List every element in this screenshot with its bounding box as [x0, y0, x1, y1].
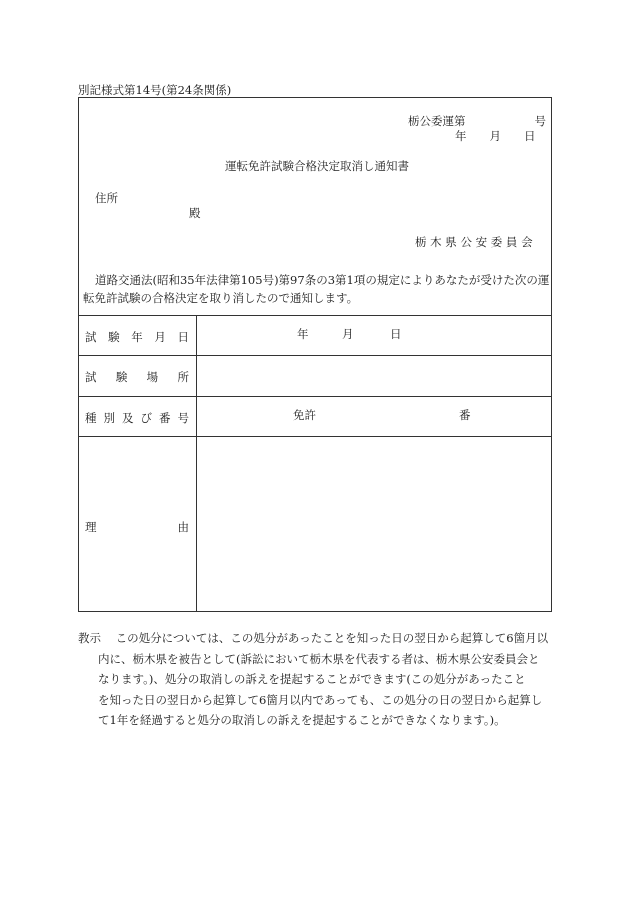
license-type-label: 種 別 及 び 番 号: [85, 411, 189, 425]
label-column-divider: [196, 315, 197, 611]
notice-line-5: て1年を経過すると処分の取消しの訴えを提起することができなくなります。)。: [98, 713, 506, 727]
exam-year-field: 年: [297, 327, 309, 341]
row-divider-2: [79, 396, 551, 397]
ref-number: 栃公委運第 号: [408, 114, 546, 128]
exam-date-label: 試 験 年 月 日: [85, 330, 189, 344]
notice-line-1: この処分については、この処分があったことを知った日の翌日から起算して6箇月以: [115, 631, 549, 645]
body-line-1: 道路交通法(昭和35年法律第105号)第97条の3第1項の規定によりあなたが受けた次の運: [95, 273, 550, 287]
license-field: 免許: [293, 408, 316, 422]
appeal-notice: [78, 628, 558, 731]
notice-line-4: を知った日の翌日から起算して6箇月以内であっても、この処分の日の翌日から起算し: [98, 692, 543, 707]
document-title: 運転免許試験合格決定取消し通知書: [225, 159, 409, 173]
notice-form-frame: [78, 97, 552, 612]
issuer: 栃 木 県 公 安 委 員 会: [415, 235, 533, 249]
notice-heading: 教示: [78, 631, 101, 645]
row-divider-3: [79, 436, 551, 437]
honorific: 殿: [189, 206, 201, 220]
notice-line-3: なります。)、処分の取消しの訴えを提起することができます(この処分があったこと: [98, 672, 526, 686]
notice-line-2: 内に、栃木県を被告として(訴訟において栃木県を代表する者は、栃木県公安委員会と: [98, 651, 540, 666]
exam-place-label: 試 験 場 所: [85, 370, 189, 384]
table-top-line: [79, 315, 551, 316]
address-label: 住所: [95, 191, 118, 205]
reason-label: 理 由: [85, 520, 189, 534]
exam-day-field: 日: [390, 327, 402, 341]
body-line-2: 転免許試験の合格決定を取り消したので通知します。: [83, 291, 359, 305]
issue-date: 年 月 日: [455, 129, 536, 143]
row-divider-1: [79, 355, 551, 356]
exam-month-field: 月: [342, 327, 354, 341]
license-number-field: 番: [459, 408, 471, 422]
form-label: 別記様式第14号(第24条関係): [78, 83, 232, 97]
